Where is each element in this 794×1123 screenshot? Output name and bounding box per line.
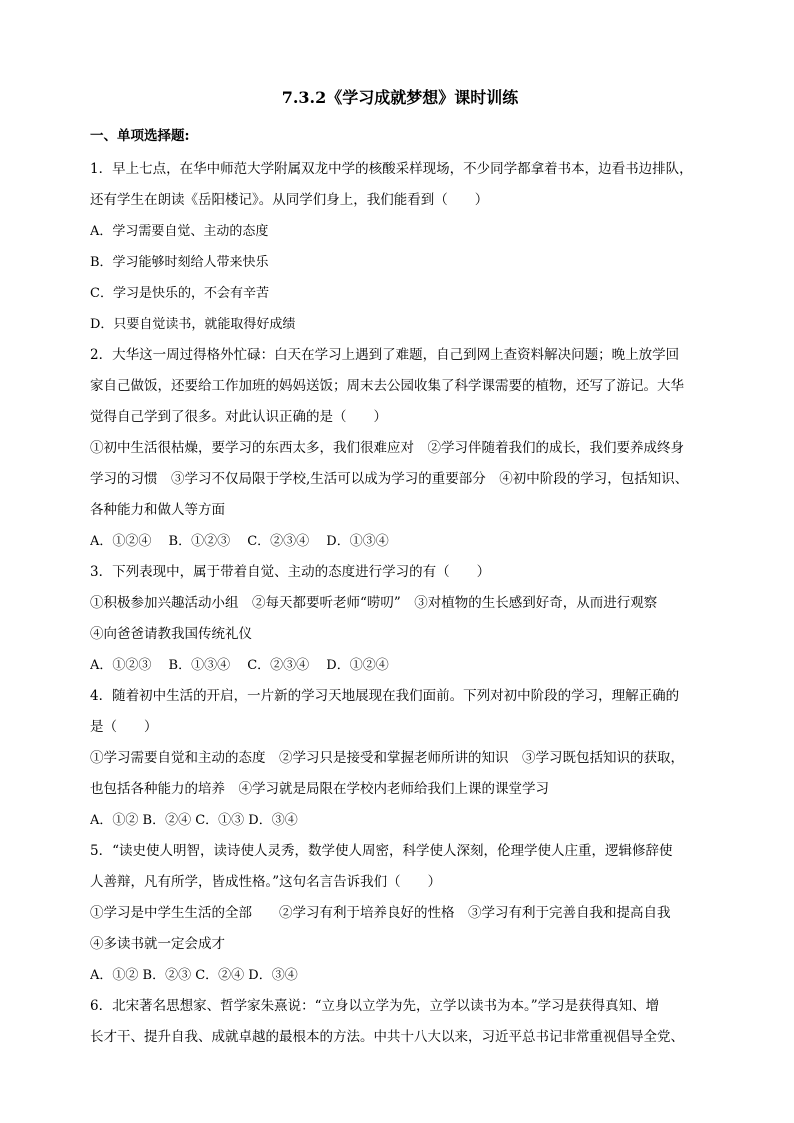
answer-options: A．①②④ B．①②③ C．②③④ D．①③④	[90, 534, 389, 549]
answer-option: A．学习需要自觉、主动的态度	[90, 224, 269, 239]
question-stem-line: 还有学生在朗读《岳阳楼记》。从同学们身上，我们能看到（ ）	[90, 192, 489, 208]
question-stem-line: ④向爸爸请教我国传统礼仪	[90, 626, 252, 642]
question-5	[90, 836, 710, 991]
question-stem-line: 也包括各种能力的培养 ④学习就是局限在学校内老师给我们上课的课堂学习	[90, 781, 549, 797]
document-title: 7.3.2《学习成就梦想》课时训练	[281, 88, 519, 107]
question-stem-line: ①学习需要自觉和主动的态度 ②学习只是接受和掌握老师所讲的知识 ③学习既包括知识的获取，	[90, 750, 684, 766]
answer-option: D．只要自觉读书，就能取得好成绩	[90, 317, 296, 332]
question-stem-line: 2．大华这一周过得格外忙碌：白天在学习上遇到了难题，自己到网上查资料解决问题；晚上放学回	[90, 347, 680, 363]
section-heading: 一、单项选择题:	[90, 128, 190, 144]
question-stem-line: 1．早上七点，在华中师范大学附属双龙中学的核酸采样现场，不少同学都拿着书本，边看书边排队，	[90, 161, 693, 177]
question-stem-line: 人善辩，凡有所学，皆成性格。”这句名言告诉我们（ ）	[90, 874, 442, 890]
question-stem-line: ④多读书就一定会成才	[90, 936, 225, 952]
question-stem-line: 学习的习惯 ③学习不仅局限于学校,生活可以成为学习的重要部分 ④初中阶段的学习，包括知识、	[90, 471, 689, 487]
question-stem-line: 觉得自己学到了很多。对此认识正确的是（ ）	[90, 409, 387, 425]
question-stem-line: ①学习是中学生生活的全部 ②学习有利于培养良好的性格 ③学习有利于完善自我和提高自我	[90, 905, 671, 921]
question-stem-line: 各种能力和做人等方面	[90, 502, 225, 518]
answer-option: C．学习是快乐的，不会有辛苦	[90, 286, 269, 301]
question-2	[90, 340, 710, 557]
answer-options: A．①② B．②④ C．①③ D．③④	[90, 813, 298, 828]
answer-options: A．①②③ B．①③④ C．②③④ D．①②④	[90, 658, 389, 673]
answer-option: B．学习能够时刻给人带来快乐	[90, 255, 269, 270]
question-6	[90, 991, 710, 1053]
question-3	[90, 557, 710, 681]
question-4	[90, 681, 710, 836]
question-1	[90, 154, 710, 340]
question-stem-line: 家自己做饭，还要给工作加班的妈妈送饭；周末去公园收集了科学课需要的植物，还写了游记。大华	[90, 378, 684, 394]
question-stem-line: 5．“读史使人明智，读诗使人灵秀，数学使人周密，科学使人深刻，伦理学使人庄重，逻辑修辞使	[90, 843, 673, 859]
question-stem-line: 是（ ）	[90, 719, 158, 735]
answer-options: A．①② B．②③ C．②④ D．③④	[90, 968, 298, 983]
question-stem-line: 3．下列表现中，属于带着自觉、主动的态度进行学习的有（ ）	[90, 564, 491, 580]
document-page	[90, 84, 710, 1053]
question-stem-line: 长才干、提升自我、成就卓越的最根本的方法。中共十八大以来，习近平总书记非常重视倡导全党、	[90, 1029, 684, 1045]
question-stem-line: 6．北宋著名思想家、哲学家朱熹说：“立身以立学为先，立学以读书为本。”学习是获得真知、增	[90, 998, 660, 1014]
question-stem-line: ①积极参加兴趣活动小组 ②每天都要听老师“唠叨” ③对植物的生长感到好奇，从而进行观察	[90, 595, 658, 611]
question-stem-line: 4．随着初中生活的开启，一片新的学习天地展现在我们面前。下列对初中阶段的学习，理解正确的	[90, 688, 680, 704]
question-stem-line: ①初中生活很枯燥，要学习的东西太多，我们很难应对 ②学习伴随着我们的成长，我们要养成终身	[90, 440, 684, 456]
